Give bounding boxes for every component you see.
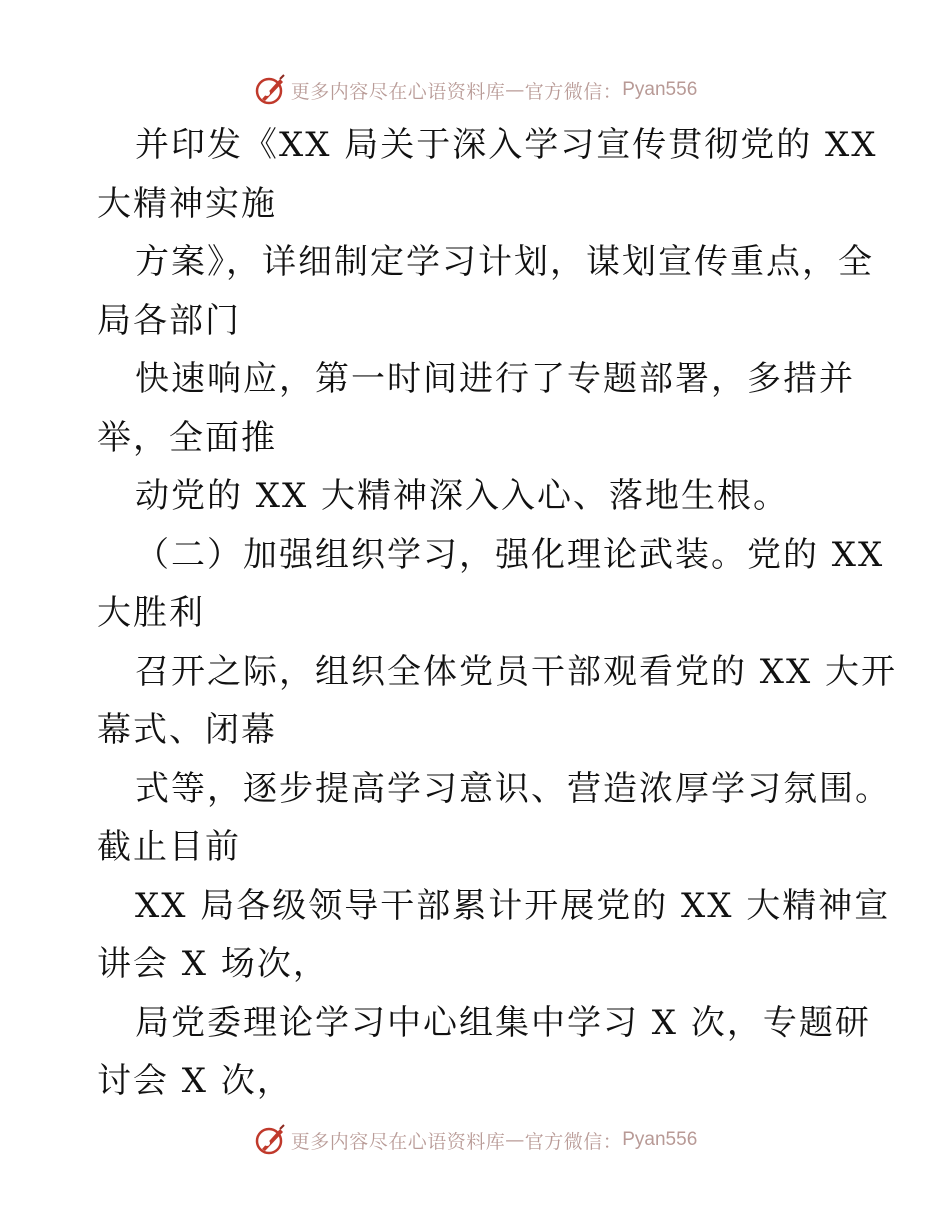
text-line: 局党委理论学习中心组集中学习 X 次，专题研 — [135, 1002, 871, 1043]
watermark-wechat-id: Pyan556 — [622, 79, 698, 100]
quill-pen-logo-icon — [253, 73, 287, 107]
document-body — [97, 116, 898, 1111]
watermark-dash: — — [505, 1129, 525, 1151]
text-line: 大精神实施 — [97, 183, 277, 224]
watermark-wechat-label: 官方微信： — [524, 1130, 623, 1153]
text-line: （二）加强组织学习，强化理论武装。党的 XX — [135, 534, 885, 575]
watermark-wechat-id: Pyan556 — [622, 1129, 698, 1150]
text-line: 局各部门 — [97, 300, 241, 341]
watermark-dash: — — [505, 79, 525, 101]
text-line: 截止目前 — [97, 827, 241, 867]
watermark-wechat-label: 官方微信： — [524, 80, 623, 103]
text-line: 讲会 X 场次， — [97, 944, 329, 984]
text-line: 快速响应，第一时间进行了专题部署，多措并 — [135, 359, 855, 399]
text-line: 大胜利 — [97, 593, 205, 633]
text-line: 幕式、闭幕 — [97, 710, 277, 750]
header-watermark — [0, 70, 950, 110]
text-line: 方案》，详细制定学习计划，谋划宣传重点，全 — [135, 242, 874, 282]
text-line: 并印发《XX 局关于深入学习宣传贯彻党的 XX — [135, 125, 878, 165]
watermark-slogan: 更多内容尽在心语资料库 — [290, 80, 506, 103]
text-line: 动党的 XX 大精神深入入心、落地生根。 — [135, 476, 790, 516]
watermark-slogan: 更多内容尽在心语资料库 — [290, 1130, 506, 1153]
quill-pen-logo-icon — [253, 1123, 287, 1157]
text-line: 召开之际，组织全体党员干部观看党的 XX 大开 — [135, 651, 898, 692]
text-line: 式等，逐步提高学习意识、营造浓厚学习氛围。 — [135, 768, 891, 809]
footer-watermark — [0, 1120, 950, 1160]
text-line: 讨会 X 次， — [97, 1061, 293, 1101]
text-line: 举，全面推 — [97, 417, 277, 458]
text-line: XX 局各级领导干部累计开展党的 XX 大精神宣 — [135, 885, 891, 926]
